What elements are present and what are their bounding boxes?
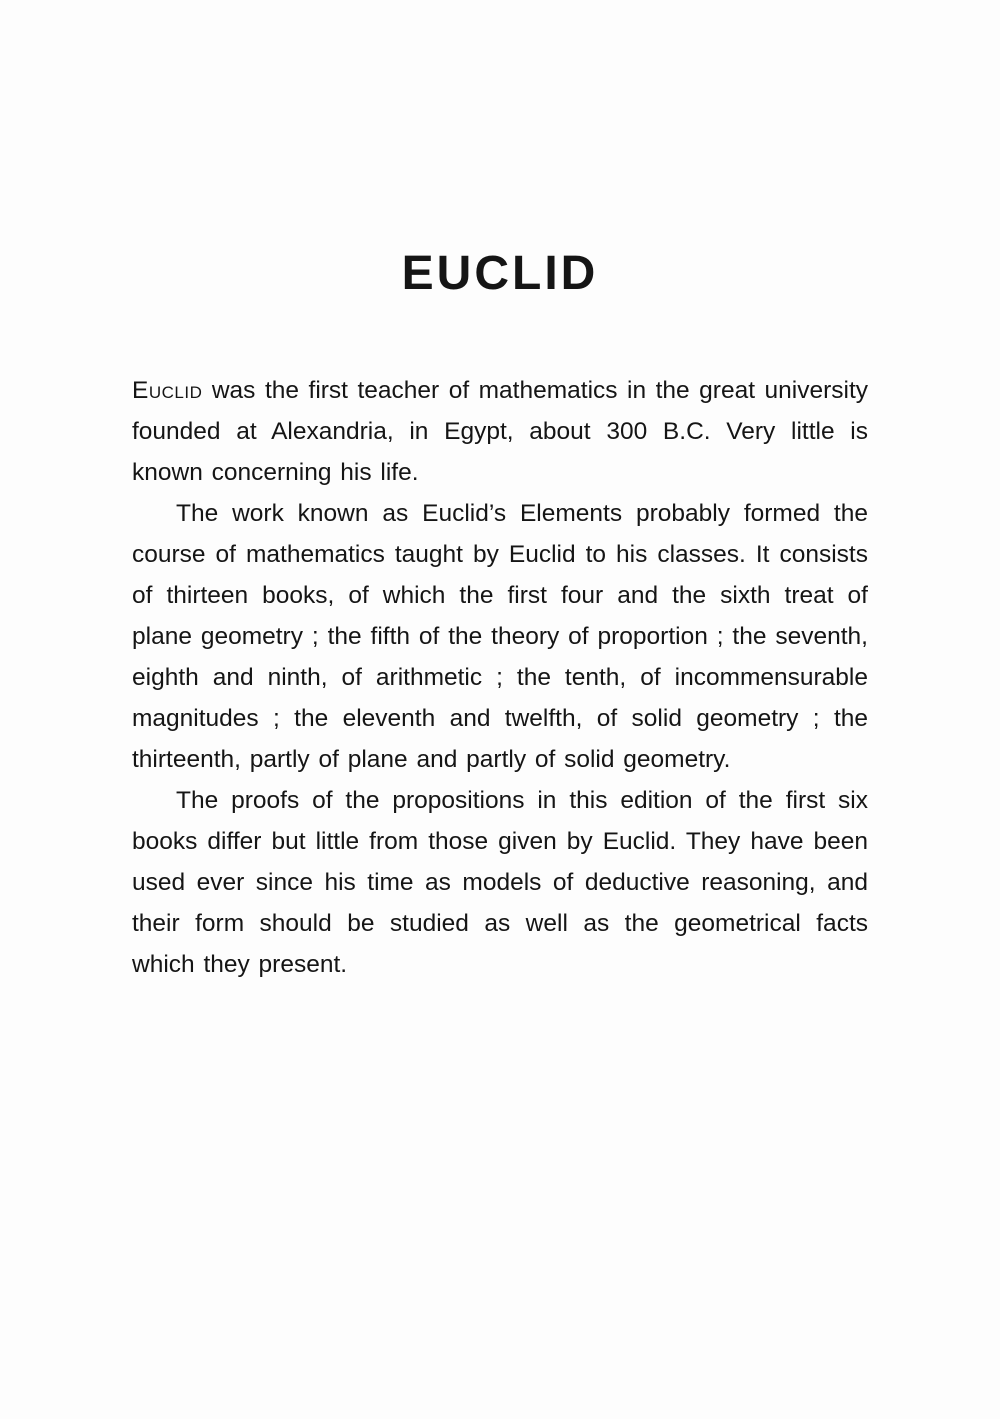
paragraph-proofs: The proofs of the propositions in this edition of the first six books differ but little from those given by Euclid. They have been used ever since his time as models of deductive reasoning, and their form should be studied as well as the geometrical facts which they present. <box>132 787 868 978</box>
chapter-title: EUCLID <box>401 247 599 300</box>
body-text <box>132 370 868 985</box>
lead-word: Euclid <box>132 377 203 404</box>
paragraph-intro <box>132 370 868 493</box>
paragraph-intro-text: was the first teacher of mathematics in the great university founded at Alexandria, in Egypt, about 300 B.C. Very little is known concerning his life. <box>132 377 868 486</box>
paragraph-elements: The work known as Euclid’s Elements probably formed the course of mathematics taught by Euclid to his classes. It consists of thirteen books, of which the first four and the sixth treat of plane geometry ; the fifth of the theory of proportion ; the seventh, eighth and ninth, of arithmetic ; the tenth, of incommensurable magnitudes ; the eleventh and twelfth, of solid geometry ; the thirteenth, partly of plane and partly of solid geometry. <box>132 500 868 773</box>
